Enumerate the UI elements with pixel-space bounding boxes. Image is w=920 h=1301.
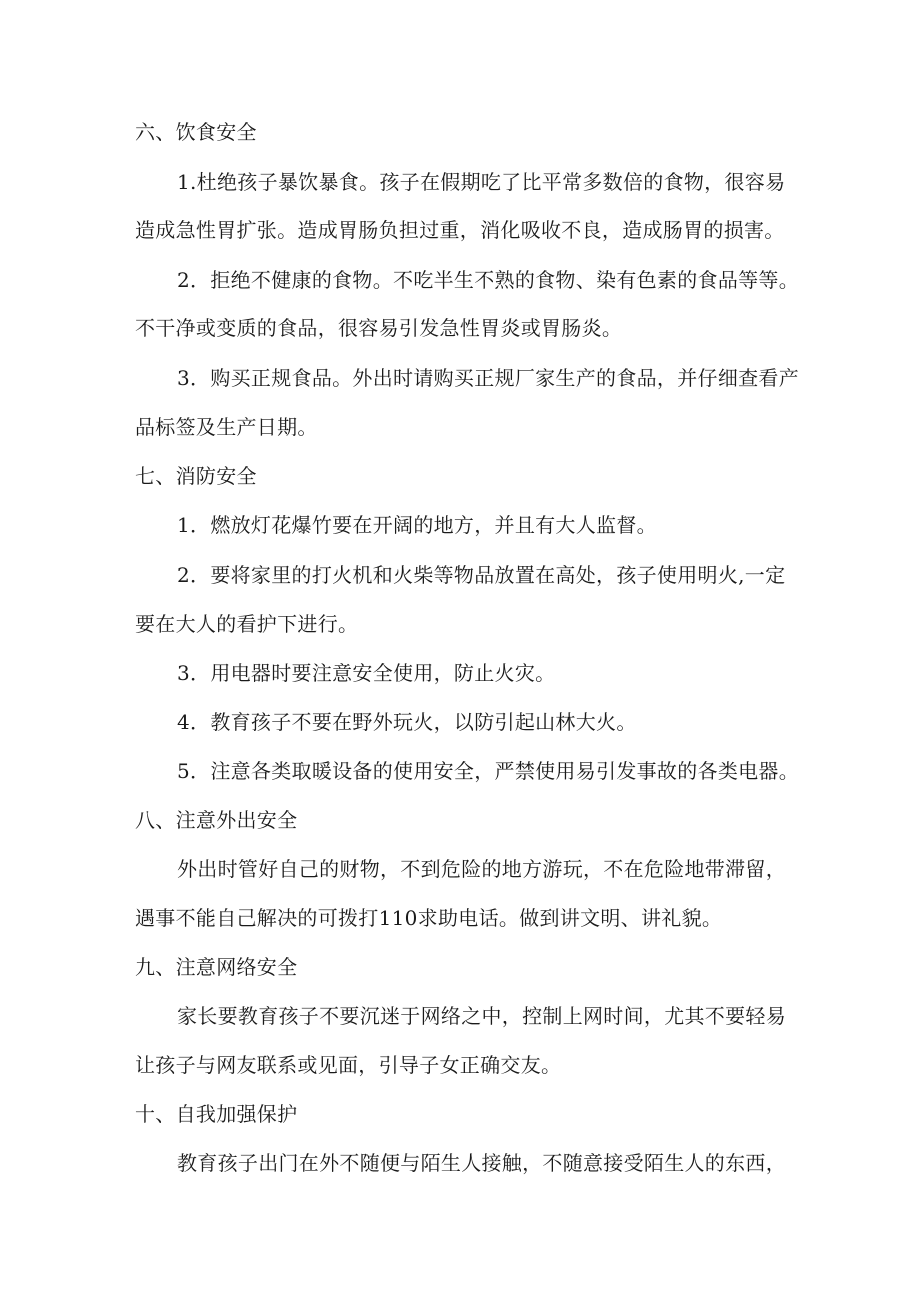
paragraph-line: 家长要教育孩子不要沉迷于网络之中，控制上网时间，尤其不要轻易 <box>177 1004 786 1028</box>
section-heading: 七、消防安全 <box>135 464 257 488</box>
paragraph-line: 不干净或变质的食品，很容易引发急性胃炎或胃肠炎。 <box>135 316 623 340</box>
section-heading: 八、注意外出安全 <box>135 808 298 832</box>
paragraph-line: 2．要将家里的打火机和火柴等物品放置在高处，孩子使用明火,一定 <box>177 563 786 587</box>
paragraph-line: 让孩子与网友联系或见面，引导子女正确交友。 <box>135 1053 562 1077</box>
paragraph-line: 造成急性胃扩张。造成胃肠负担过重，消化吸收不良，造成肠胃的损害。 <box>135 218 785 242</box>
section-heading: 六、饮食安全 <box>135 120 257 144</box>
paragraph-line: 2．拒绝不健康的食物。不吃半生不熟的食物、染有色素的食品等等。 <box>177 268 800 292</box>
paragraph-line: 1．燃放灯花爆竹要在开阔的地方，并且有大人监督。 <box>177 513 657 537</box>
paragraph-line: 要在大人的看护下进行。 <box>135 612 359 636</box>
paragraph-line: 1.杜绝孩子暴饮暴食。孩子在假期吃了比平常多数倍的食物，很容易 <box>177 170 786 194</box>
paragraph-line: 4．教育孩子不要在野外玩火，以防引起山林大火。 <box>177 710 637 734</box>
paragraph-line: 5．注意各类取暖设备的使用安全，严禁使用易引发事故的各类电器。 <box>177 759 800 783</box>
paragraph-line: 遇事不能自己解决的可拨打110求助电话。做到讲文明、讲礼貌。 <box>135 906 723 930</box>
section-heading: 十、自我加强保护 <box>135 1102 298 1126</box>
section-heading: 九、注意网络安全 <box>135 955 298 979</box>
paragraph-line: 品标签及生产日期。 <box>135 415 318 439</box>
paragraph-line: 3．购买正规食品。外出时请购买正规厂家生产的食品，并仔细查看产 <box>177 366 800 390</box>
paragraph-line: 教育孩子出门在外不随便与陌生人接触，不随意接受陌生人的东西， <box>177 1151 786 1175</box>
paragraph-line: 外出时管好自己的财物，不到危险的地方游玩，不在危险地带滞留， <box>177 857 786 881</box>
paragraph-line: 3．用电器时要注意安全使用，防止火灾。 <box>177 661 556 685</box>
